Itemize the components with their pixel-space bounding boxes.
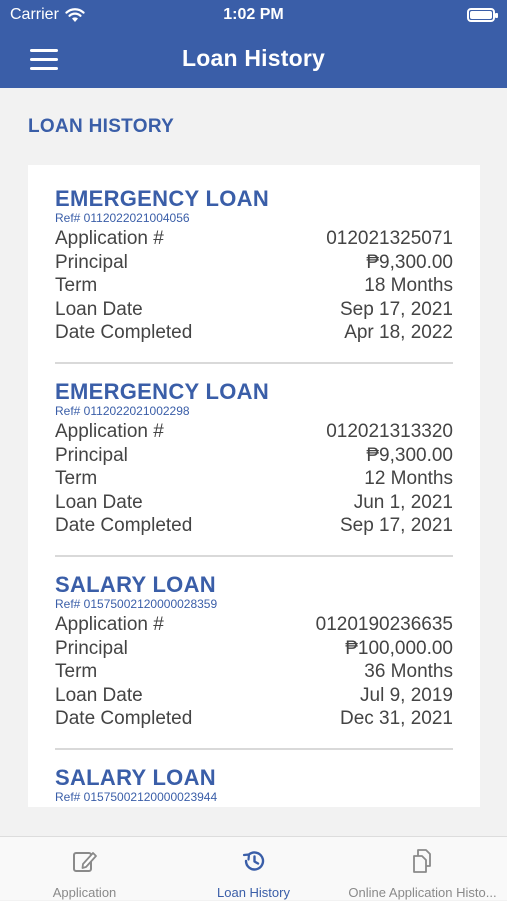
application-value: 012021325071 xyxy=(326,228,453,249)
application-label: Application # xyxy=(55,228,164,249)
term-value: 36 Months xyxy=(364,661,453,682)
loan-title: EMERGENCY LOAN xyxy=(55,186,270,211)
divider xyxy=(55,555,453,557)
tab-bar xyxy=(0,836,507,900)
principal-row xyxy=(55,251,453,275)
loan-date-row xyxy=(55,491,453,515)
loan-date-value: Sep 17, 2021 xyxy=(339,298,453,320)
status-time: 1:02 PM xyxy=(223,6,284,23)
application-row xyxy=(55,613,453,637)
loan-entry[interactable] xyxy=(55,380,453,538)
term-row xyxy=(55,660,453,684)
loan-title: SALARY LOAN xyxy=(55,572,216,597)
term-label: Term xyxy=(55,275,98,296)
loan-date-row xyxy=(55,684,453,708)
tab-loan-history[interactable] xyxy=(169,837,338,901)
main-content[interactable] xyxy=(0,88,507,836)
loan-date-row xyxy=(55,298,453,322)
tab-online-application-history[interactable] xyxy=(338,837,507,901)
term-row xyxy=(55,467,453,491)
principal-value: ₱9,300.00 xyxy=(366,444,453,466)
principal-value: ₱9,300.00 xyxy=(366,251,453,273)
loan-entry[interactable] xyxy=(55,573,453,731)
loan-ref: Ref# 01575002120000023944 xyxy=(55,790,218,804)
tab-application[interactable] xyxy=(0,837,169,901)
carrier-label: Carrier xyxy=(10,6,59,23)
section-heading: LOAN HISTORY xyxy=(28,116,175,137)
date-completed-value: Apr 18, 2022 xyxy=(344,322,453,343)
date-completed-label: Date Completed xyxy=(55,322,193,343)
documents-icon xyxy=(409,847,437,875)
date-completed-row xyxy=(55,321,453,345)
app-header xyxy=(0,0,507,88)
application-label: Application # xyxy=(55,421,164,442)
loan-entry[interactable] xyxy=(55,187,453,345)
loan-entry[interactable] xyxy=(55,766,453,806)
history-icon xyxy=(240,847,268,875)
loan-date-label: Loan Date xyxy=(55,298,143,320)
loan-title: SALARY LOAN xyxy=(55,765,216,790)
application-row xyxy=(55,227,453,251)
battery-icon xyxy=(467,8,495,22)
term-value: 18 Months xyxy=(364,275,453,296)
date-completed-label: Date Completed xyxy=(55,708,193,729)
loan-date-label: Loan Date xyxy=(55,684,143,706)
loan-ref: Ref# 0112022021004056 xyxy=(55,211,190,225)
loan-date-value: Jun 1, 2021 xyxy=(353,491,453,513)
date-completed-row xyxy=(55,707,453,731)
application-row xyxy=(55,420,453,444)
date-completed-row xyxy=(55,514,453,538)
date-completed-value: Sep 17, 2021 xyxy=(339,515,453,536)
principal-row xyxy=(55,444,453,468)
application-value: 012021313320 xyxy=(326,421,453,442)
tab-label: Loan History xyxy=(217,885,290,900)
date-completed-value: Dec 31, 2021 xyxy=(339,708,453,729)
term-row xyxy=(55,274,453,298)
principal-label: Principal xyxy=(55,251,128,273)
principal-label: Principal xyxy=(55,637,128,659)
tab-label: Application xyxy=(52,885,117,900)
loan-ref: Ref# 0112022021002298 xyxy=(55,404,190,418)
loan-ref: Ref# 01575002120000028359 xyxy=(55,597,218,611)
term-label: Term xyxy=(55,468,98,489)
date-completed-label: Date Completed xyxy=(55,515,193,536)
principal-row xyxy=(55,637,453,661)
tab-label: Online Application Histo... xyxy=(348,885,497,900)
term-value: 12 Months xyxy=(364,468,453,489)
loan-title: EMERGENCY LOAN xyxy=(55,379,270,404)
application-label: Application # xyxy=(55,614,164,635)
loan-date-label: Loan Date xyxy=(55,491,143,513)
edit-icon xyxy=(71,847,99,875)
principal-label: Principal xyxy=(55,444,128,466)
nav-bar xyxy=(0,32,507,86)
term-label: Term xyxy=(55,661,98,682)
page-title: Loan History xyxy=(182,45,325,71)
loan-date-value: Jul 9, 2019 xyxy=(360,684,453,706)
principal-value: ₱100,000.00 xyxy=(345,637,453,659)
divider xyxy=(55,362,453,364)
application-value: 0120190236635 xyxy=(315,614,453,635)
status-bar xyxy=(0,0,507,30)
loan-history-card[interactable] xyxy=(28,165,480,807)
divider xyxy=(55,748,453,750)
